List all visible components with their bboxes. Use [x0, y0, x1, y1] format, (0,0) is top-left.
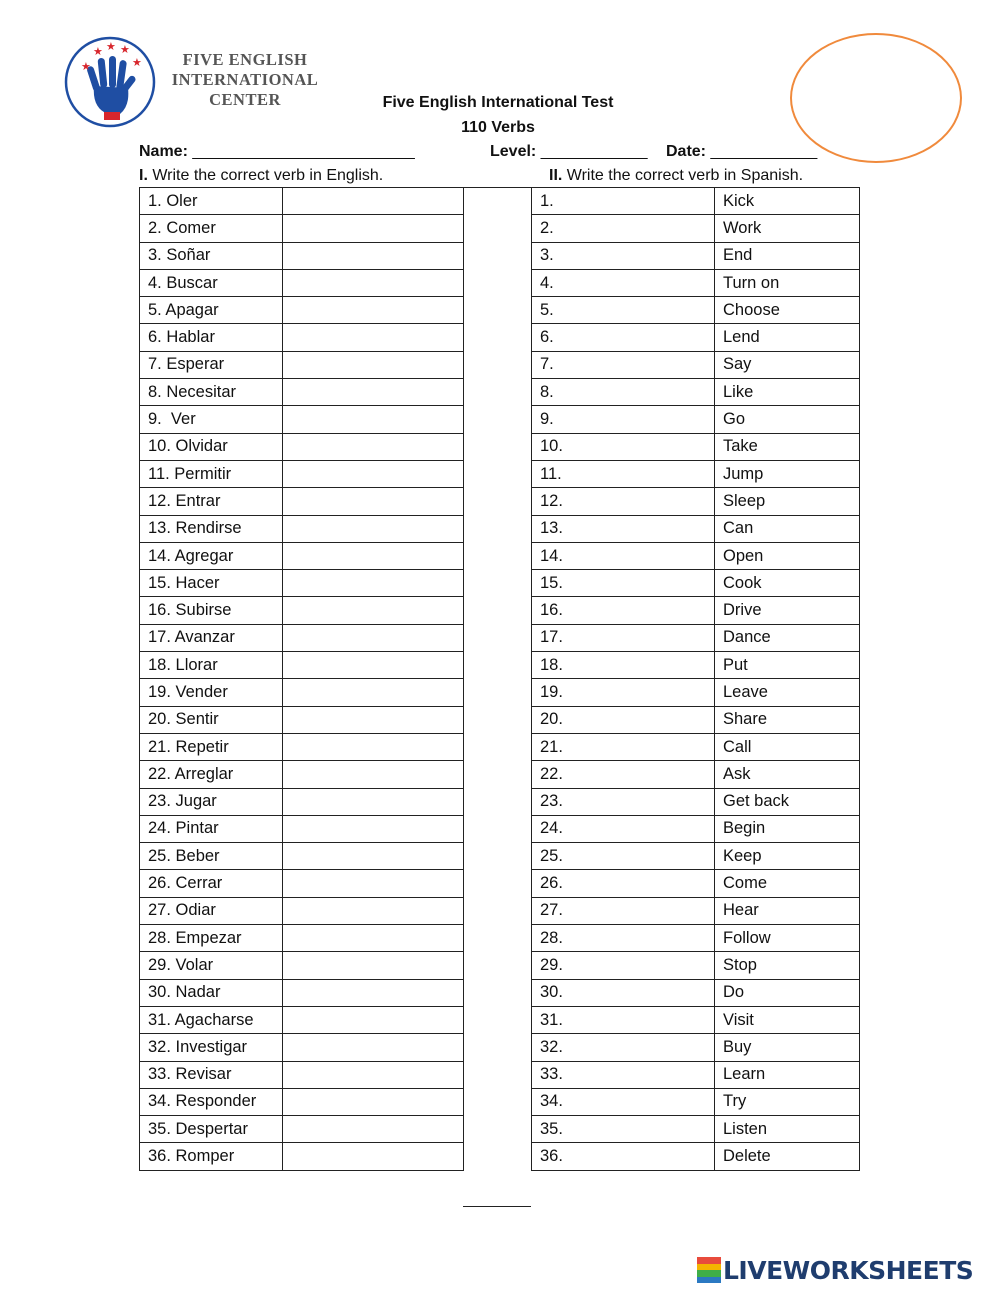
table-row — [140, 460, 464, 487]
english-answer-input[interactable] — [283, 324, 464, 351]
spanish-verb-cell: 26. Cerrar — [140, 870, 283, 897]
spanish-verb-cell: 30. Nadar — [140, 979, 283, 1006]
english-verb-cell: Cook — [715, 570, 860, 597]
english-verb-cell: Choose — [715, 297, 860, 324]
liveworksheets-brand — [697, 1254, 973, 1286]
table-row — [532, 297, 860, 324]
english-answer-table — [139, 187, 464, 1171]
english-answer-input[interactable] — [283, 1088, 464, 1115]
table-row — [532, 324, 860, 351]
english-answer-input[interactable] — [283, 870, 464, 897]
spanish-verb-cell: 28. Empezar — [140, 925, 283, 952]
spanish-verb-cell: 3. Soñar — [140, 242, 283, 269]
table-row — [532, 624, 860, 651]
english-verb-cell: Come — [715, 870, 860, 897]
table-row — [532, 269, 860, 296]
spanish-answer-input[interactable]: 27. — [532, 897, 715, 924]
spanish-answer-input[interactable]: 25. — [532, 843, 715, 870]
page-title: Five English International Test — [382, 94, 614, 111]
english-answer-input[interactable] — [283, 297, 464, 324]
english-answer-input[interactable] — [283, 1116, 464, 1143]
english-verb-cell: Dance — [715, 624, 860, 651]
table-row — [140, 269, 464, 296]
spanish-verb-cell: 13. Rendirse — [140, 515, 283, 542]
table-row — [532, 351, 860, 378]
table-row — [140, 897, 464, 924]
table-row — [140, 351, 464, 378]
table-row — [140, 542, 464, 569]
english-verb-cell: Put — [715, 652, 860, 679]
english-verb-cell: Open — [715, 542, 860, 569]
table-row — [140, 379, 464, 406]
table-row — [532, 679, 860, 706]
table-row — [532, 460, 860, 487]
spanish-answer-input[interactable]: 22. — [532, 761, 715, 788]
spanish-answer-input[interactable]: 4. — [532, 269, 715, 296]
english-answer-input[interactable] — [283, 897, 464, 924]
spanish-verb-cell: 15. Hacer — [140, 570, 283, 597]
spanish-verb-cell: 6. Hablar — [140, 324, 283, 351]
english-verb-cell: Visit — [715, 1006, 860, 1033]
section-2-number: II. — [549, 167, 563, 184]
table-row — [140, 1061, 464, 1088]
table-row — [532, 515, 860, 542]
english-answer-input[interactable] — [283, 542, 464, 569]
spanish-verb-cell: 1. Oler — [140, 188, 283, 215]
table-row — [532, 706, 860, 733]
table-row — [140, 242, 464, 269]
level-blank: ____________ — [536, 143, 648, 160]
spanish-answer-input[interactable]: 28. — [532, 925, 715, 952]
spanish-verb-cell: 14. Agregar — [140, 542, 283, 569]
english-verb-cell: Kick — [715, 188, 860, 215]
table-row — [140, 1116, 464, 1143]
english-answer-input[interactable] — [283, 269, 464, 296]
english-answer-input[interactable] — [283, 460, 464, 487]
spanish-answer-input[interactable]: 14. — [532, 542, 715, 569]
name-label: Name: — [139, 143, 188, 160]
table-row — [140, 788, 464, 815]
name-blank: _________________________ — [187, 143, 415, 160]
svg-text:★: ★ — [120, 43, 130, 56]
english-answer-input[interactable] — [283, 597, 464, 624]
table-row — [532, 1006, 860, 1033]
english-answer-input[interactable] — [283, 788, 464, 815]
english-answer-input[interactable] — [283, 1006, 464, 1033]
table-row — [140, 952, 464, 979]
table-row — [140, 1006, 464, 1033]
svg-text:★: ★ — [106, 40, 116, 53]
spanish-answer-input[interactable]: 18. — [532, 652, 715, 679]
table-row — [532, 1088, 860, 1115]
brand-text: LIVEWORKSHEETS — [723, 1255, 974, 1285]
table-row — [140, 188, 464, 215]
spanish-verb-cell: 35. Despertar — [140, 1116, 283, 1143]
table-row — [532, 979, 860, 1006]
spanish-answer-input[interactable]: 9. — [532, 406, 715, 433]
english-verb-cell: Can — [715, 515, 860, 542]
spanish-answer-input[interactable]: 20. — [532, 706, 715, 733]
english-verb-cell: Jump — [715, 460, 860, 487]
spanish-verb-cell: 12. Entrar — [140, 488, 283, 515]
english-answer-input[interactable] — [283, 843, 464, 870]
english-verb-cell: Follow — [715, 925, 860, 952]
english-answer-input[interactable] — [283, 733, 464, 760]
spanish-answer-input[interactable]: 19. — [532, 679, 715, 706]
table-row — [140, 925, 464, 952]
table-row — [532, 815, 860, 842]
section-2-instruction — [549, 167, 803, 185]
spanish-verb-cell: 34. Responder — [140, 1088, 283, 1115]
spanish-answer-input[interactable]: 13. — [532, 515, 715, 542]
table-row — [532, 215, 860, 242]
spanish-answer-input[interactable]: 31. — [532, 1006, 715, 1033]
spanish-verb-cell: 2. Comer — [140, 215, 283, 242]
table-row — [532, 597, 860, 624]
spanish-verb-cell: 9. Ver — [140, 406, 283, 433]
spanish-verb-cell: 23. Jugar — [140, 788, 283, 815]
spanish-verb-cell: 4. Buscar — [140, 269, 283, 296]
section-1-instruction — [139, 167, 383, 185]
spanish-verb-cell: 10. Olvidar — [140, 433, 283, 460]
table-row — [532, 733, 860, 760]
spanish-verb-cell: 8. Necesitar — [140, 379, 283, 406]
english-answer-input[interactable] — [283, 215, 464, 242]
english-verb-cell: Get back — [715, 788, 860, 815]
table-row — [532, 1034, 860, 1061]
english-verb-cell: Turn on — [715, 269, 860, 296]
spanish-answer-input[interactable]: 15. — [532, 570, 715, 597]
english-verb-cell: Go — [715, 406, 860, 433]
spanish-answer-input[interactable]: 1. — [532, 188, 715, 215]
table-row — [140, 761, 464, 788]
spanish-verb-cell: 20. Sentir — [140, 706, 283, 733]
page-subtitle: 110 Verbs — [461, 119, 535, 136]
spanish-verb-cell: 11. Permitir — [140, 460, 283, 487]
english-answer-input[interactable] — [283, 815, 464, 842]
english-verb-cell: Like — [715, 379, 860, 406]
english-answer-input[interactable] — [283, 351, 464, 378]
english-verb-cell: Try — [715, 1088, 860, 1115]
english-answer-input[interactable] — [283, 1061, 464, 1088]
spanish-verb-cell: 32. Investigar — [140, 1034, 283, 1061]
spanish-answer-input[interactable]: 36. — [532, 1143, 715, 1170]
spanish-answer-input[interactable]: 32. — [532, 1034, 715, 1061]
english-verb-cell: Begin — [715, 815, 860, 842]
english-answer-input[interactable] — [283, 761, 464, 788]
english-answer-input[interactable] — [283, 1034, 464, 1061]
spanish-verb-cell: 25. Beber — [140, 843, 283, 870]
table-row — [532, 1143, 860, 1170]
table-row — [532, 925, 860, 952]
english-verb-cell: Say — [715, 351, 860, 378]
spanish-answer-input[interactable]: 35. — [532, 1116, 715, 1143]
spanish-answer-input[interactable]: 5. — [532, 297, 715, 324]
logo-line: FIVE ENGLISH — [182, 50, 308, 69]
table-row — [532, 488, 860, 515]
section-1-number: I. — [139, 167, 148, 184]
spanish-answer-input[interactable]: 29. — [532, 952, 715, 979]
english-answer-input[interactable] — [283, 570, 464, 597]
logo-line: INTERNATIONAL — [171, 70, 319, 89]
english-verb-cell: Call — [715, 733, 860, 760]
section-1-text: Write the correct verb in English. — [147, 167, 384, 184]
spanish-verb-cell: 27. Odiar — [140, 897, 283, 924]
table-row — [140, 1034, 464, 1061]
spanish-answer-input[interactable]: 12. — [532, 488, 715, 515]
table-row — [140, 733, 464, 760]
spanish-answer-input[interactable]: 26. — [532, 870, 715, 897]
spanish-verb-cell: 7. Esperar — [140, 351, 283, 378]
spanish-answer-input[interactable]: 11. — [532, 460, 715, 487]
school-logo — [64, 36, 156, 128]
table-row — [140, 815, 464, 842]
table-row — [532, 897, 860, 924]
english-answer-input[interactable] — [283, 679, 464, 706]
table-row — [140, 597, 464, 624]
table-gap — [463, 187, 531, 1207]
english-verb-cell: Drive — [715, 597, 860, 624]
spanish-answer-table — [531, 187, 860, 1171]
english-verb-cell: Sleep — [715, 488, 860, 515]
level-label: Level: — [490, 143, 537, 160]
spanish-verb-cell: 16. Subirse — [140, 597, 283, 624]
liveworksheets-icon — [697, 1257, 721, 1283]
english-verb-cell: Learn — [715, 1061, 860, 1088]
svg-text:★: ★ — [93, 45, 103, 58]
english-verb-cell: Hear — [715, 897, 860, 924]
english-answer-input[interactable] — [283, 188, 464, 215]
english-answer-input[interactable] — [283, 1143, 464, 1170]
table-row — [140, 488, 464, 515]
spanish-answer-input[interactable]: 8. — [532, 379, 715, 406]
table-row — [140, 870, 464, 897]
date-label: Date: — [666, 143, 707, 160]
table-row — [532, 242, 860, 269]
spanish-answer-input[interactable]: 21. — [532, 733, 715, 760]
name-field[interactable] — [139, 143, 415, 161]
table-row — [140, 652, 464, 679]
english-verb-cell: Share — [715, 706, 860, 733]
svg-text:★: ★ — [81, 60, 91, 73]
english-answer-input[interactable] — [283, 488, 464, 515]
table-row — [140, 406, 464, 433]
table-row — [532, 379, 860, 406]
spanish-answer-input[interactable]: 17. — [532, 624, 715, 651]
english-answer-input[interactable] — [283, 952, 464, 979]
english-answer-input[interactable] — [283, 925, 464, 952]
table-row — [140, 324, 464, 351]
english-verb-cell: Stop — [715, 952, 860, 979]
english-answer-input[interactable] — [283, 379, 464, 406]
spanish-answer-input[interactable]: 16. — [532, 597, 715, 624]
spanish-answer-input[interactable]: 24. — [532, 815, 715, 842]
spanish-answer-input[interactable]: 6. — [532, 324, 715, 351]
spanish-answer-input[interactable]: 30. — [532, 979, 715, 1006]
english-answer-input[interactable] — [283, 979, 464, 1006]
english-answer-input[interactable] — [283, 406, 464, 433]
spanish-verb-cell: 5. Apagar — [140, 297, 283, 324]
english-verb-cell: Take — [715, 433, 860, 460]
table-row — [140, 679, 464, 706]
spanish-verb-cell: 31. Agacharse — [140, 1006, 283, 1033]
table-row — [532, 188, 860, 215]
table-row — [532, 406, 860, 433]
english-verb-cell: Work — [715, 215, 860, 242]
table-row — [140, 706, 464, 733]
spanish-answer-input[interactable]: 23. — [532, 788, 715, 815]
logo-line: CENTER — [209, 90, 281, 109]
table-row — [140, 215, 464, 242]
table-row — [532, 843, 860, 870]
spanish-verb-cell: 36. Romper — [140, 1143, 283, 1170]
table-row — [140, 570, 464, 597]
table-row — [532, 542, 860, 569]
spanish-answer-input[interactable]: 34. — [532, 1088, 715, 1115]
date-field[interactable] — [666, 143, 817, 161]
table-row — [532, 1061, 860, 1088]
table-row — [532, 1116, 860, 1143]
english-answer-input[interactable] — [283, 624, 464, 651]
table-row — [532, 952, 860, 979]
english-answer-input[interactable] — [283, 433, 464, 460]
date-blank: ____________ — [706, 143, 818, 160]
level-field[interactable] — [490, 143, 647, 161]
spanish-verb-cell: 29. Volar — [140, 952, 283, 979]
spanish-verb-cell: 33. Revisar — [140, 1061, 283, 1088]
table-row — [532, 870, 860, 897]
table-row — [140, 515, 464, 542]
table-row — [532, 761, 860, 788]
spanish-verb-cell: 21. Repetir — [140, 733, 283, 760]
spanish-answer-input[interactable]: 3. — [532, 242, 715, 269]
spanish-verb-cell: 19. Vender — [140, 679, 283, 706]
table-row — [140, 1088, 464, 1115]
table-row — [532, 788, 860, 815]
spanish-answer-input[interactable]: 2. — [532, 215, 715, 242]
english-answer-input[interactable] — [283, 652, 464, 679]
spanish-answer-input[interactable]: 7. — [532, 351, 715, 378]
table-row — [140, 843, 464, 870]
english-answer-input[interactable] — [283, 515, 464, 542]
spanish-answer-input[interactable]: 33. — [532, 1061, 715, 1088]
english-verb-cell: Leave — [715, 679, 860, 706]
spanish-verb-cell: 17. Avanzar — [140, 624, 283, 651]
english-verb-cell: End — [715, 242, 860, 269]
table-row — [532, 433, 860, 460]
english-answer-input[interactable] — [283, 242, 464, 269]
table-row — [140, 624, 464, 651]
section-2-text: Write the correct verb in Spanish. — [562, 167, 804, 184]
english-verb-cell: Keep — [715, 843, 860, 870]
table-row — [532, 570, 860, 597]
table-row — [140, 1143, 464, 1170]
english-verb-cell: Buy — [715, 1034, 860, 1061]
table-row — [140, 433, 464, 460]
spanish-verb-cell: 24. Pintar — [140, 815, 283, 842]
spanish-verb-cell: 22. Arreglar — [140, 761, 283, 788]
english-verb-cell: Ask — [715, 761, 860, 788]
table-row — [532, 652, 860, 679]
english-verb-cell: Listen — [715, 1116, 860, 1143]
english-verb-cell: Lend — [715, 324, 860, 351]
svg-text:★: ★ — [132, 56, 142, 69]
english-verb-cell: Delete — [715, 1143, 860, 1170]
spanish-verb-cell: 18. Llorar — [140, 652, 283, 679]
english-verb-cell: Do — [715, 979, 860, 1006]
spanish-answer-input[interactable]: 10. — [532, 433, 715, 460]
table-row — [140, 297, 464, 324]
table-row — [140, 979, 464, 1006]
english-answer-input[interactable] — [283, 706, 464, 733]
